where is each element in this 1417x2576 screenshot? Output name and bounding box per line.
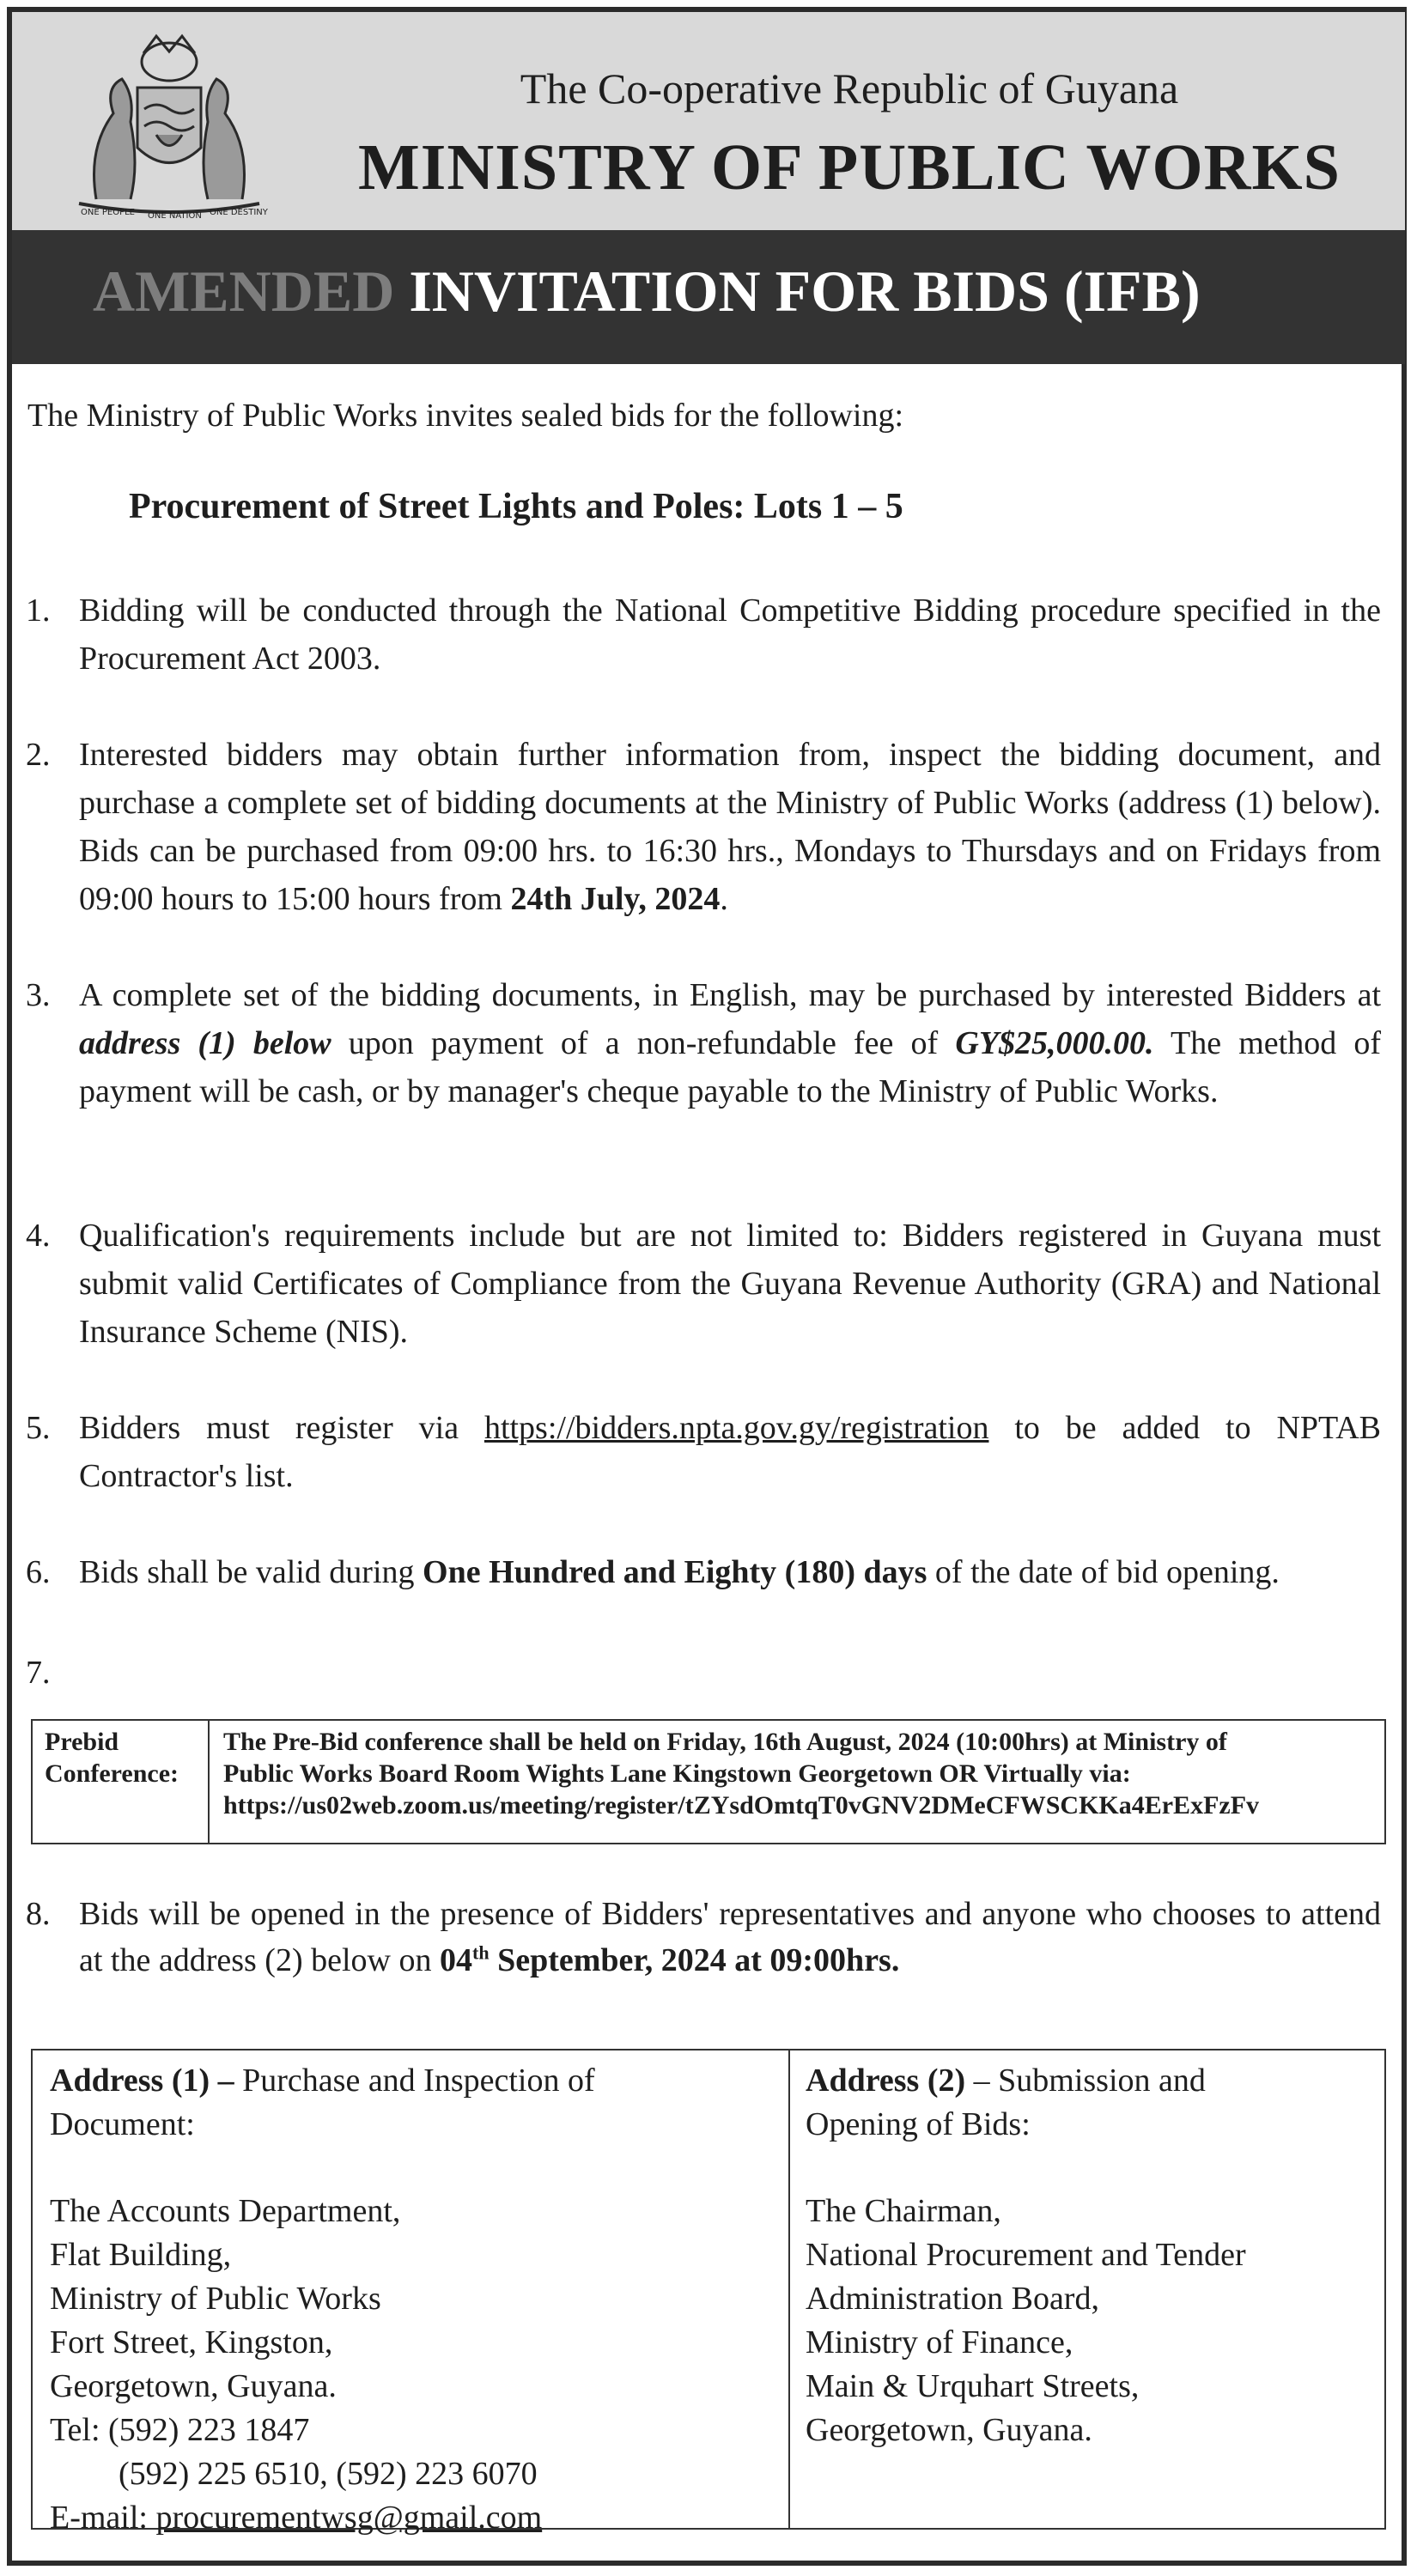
banner-rest: INVITATION FOR BIDS (IFB) xyxy=(409,258,1201,324)
item-number: 1. xyxy=(26,592,51,629)
item-text: Interested bidders may obtain further information from, inspect the bidding document, and purchase a complete set of bidding documents at the Ministry of Public Works (address (1) below). Bids can be purchased from 09:00 hrs. to 16:30 hrs., Mondays to Thursdays and on Fridays from 09:00 hours to 15:00 hours from 24th July, 2024. xyxy=(79,737,1381,917)
address-table xyxy=(31,2049,1386,2536)
item-number: 6. xyxy=(26,1554,51,1590)
validity-period: One Hundred and Eighty (180) days xyxy=(423,1554,927,1590)
item-number: 3. xyxy=(26,977,51,1013)
item-text: Bidding will be conducted through the National Competitive Bidding procedure specified in the Procurement Act 2003. xyxy=(79,592,1381,677)
crest-motto-3: ONE DESTINY xyxy=(210,208,268,217)
address-1: Address (1) – Purchase and Inspection of Document: The Accounts Department, Flat Building, Ministry of Public Works Fort Street, Kingston, Georgetown, Guyana. Tel: (592) 223 1847 (592) 225 6510, (592) 223 6070 E-mail: procurementwsg@gmail.com xyxy=(50,2059,788,2540)
zoom-link[interactable]: https://us02web.zoom.us/meeting/register/tZYsdOmtqT0vGNV2DMeCFWSCKKa4ErExFzFv xyxy=(223,1791,1260,1820)
address-divider xyxy=(788,2050,790,2528)
country-name: The Co-operative Republic of Guyana xyxy=(520,64,1179,112)
item-text: Bids shall be valid during One Hundred and Eighty (180) days of the date of bid opening. xyxy=(79,1554,1280,1590)
telephone-alt: (592) 225 6510, (592) 223 6070 xyxy=(119,2456,538,2492)
intro-text: The Ministry of Public Works invites sealed bids for the following: xyxy=(27,398,904,434)
ministry-name: MINISTRY OF PUBLIC WORKS xyxy=(358,131,1341,204)
address-ref: address (1) below xyxy=(79,1025,331,1061)
fee-amount: GY$25,000.00. xyxy=(955,1025,1154,1061)
item-number: 4. xyxy=(26,1218,51,1254)
item-number: 8. xyxy=(26,1896,51,1932)
header xyxy=(12,12,1405,230)
crest-motto-2: ONE NATION xyxy=(148,211,202,221)
guyana-coat-of-arms-icon xyxy=(62,27,277,225)
address-2: Address (2) – Submission and Opening of Bids: The Chairman, National Procurement and Tender Administration Board, Ministry of Finance, Main & Urquhart Streets, Georgetown, Guyana. xyxy=(806,2063,1246,2448)
banner-amended: AMENDED xyxy=(93,258,395,324)
prebid-label: Prebid Conference: xyxy=(33,1721,210,1843)
item-text: Bids will be opened in the presence of Bidders' representatives and anyone who chooses to attend at the address (2) below on 04th September, 2024 at 09:00hrs. xyxy=(79,1896,1381,1978)
item-text: Bidders must register via https://bidders.npta.gov.gy/registration to be added to NPTAB Contractor's list. xyxy=(79,1410,1382,1494)
opening-date: September, 2024 at 09:00hrs. xyxy=(489,1942,900,1978)
item-number: 2. xyxy=(26,737,51,773)
email-link[interactable]: procurementwsg@gmail.com xyxy=(155,2500,543,2536)
prebid-details: The Pre-Bid conference shall be held on Friday, 16th August, 2024 (10:00hrs) at Ministry of Public Works Board Room Wights Lane Kingstown Georgetown OR Virtually via: https://us02web.zoom.us/meeting/register/tZYsdOmtqT0vGNV2DMeCFWSCKKa4ErExFzFv xyxy=(223,1726,1374,1821)
registration-link[interactable]: https://bidders.npta.gov.gy/registration xyxy=(483,1410,989,1446)
bid-sale-date: 24th July, 2024 xyxy=(510,881,721,917)
banner-title xyxy=(93,258,1201,325)
item-number: 5. xyxy=(26,1410,51,1446)
item-number: 7. xyxy=(26,1655,51,1691)
procurement-title: Procurement of Street Lights and Poles: Lots 1 – 5 xyxy=(129,487,903,526)
crest-motto-1: ONE PEOPLE xyxy=(81,208,135,217)
item-text: Qualification's requirements include but are not limited to: Bidders registered in Guyana must submit valid Certificates of Compliance from the Guyana Revenue Authority (GRA) and National Insurance Scheme (NIS). xyxy=(79,1218,1381,1350)
telephone: Tel: (592) 223 1847 xyxy=(50,2412,310,2448)
banner xyxy=(12,230,1405,364)
prebid-table xyxy=(31,1719,1386,1844)
item-text: A complete set of the bidding documents, in English, may be purchased by interested Bidders at address (1) below upon payment of a non-refundable fee of GY$25,000.00. The method of payment will be cash, or by manager's cheque payable to the Ministry of Public Works. xyxy=(79,977,1382,1109)
